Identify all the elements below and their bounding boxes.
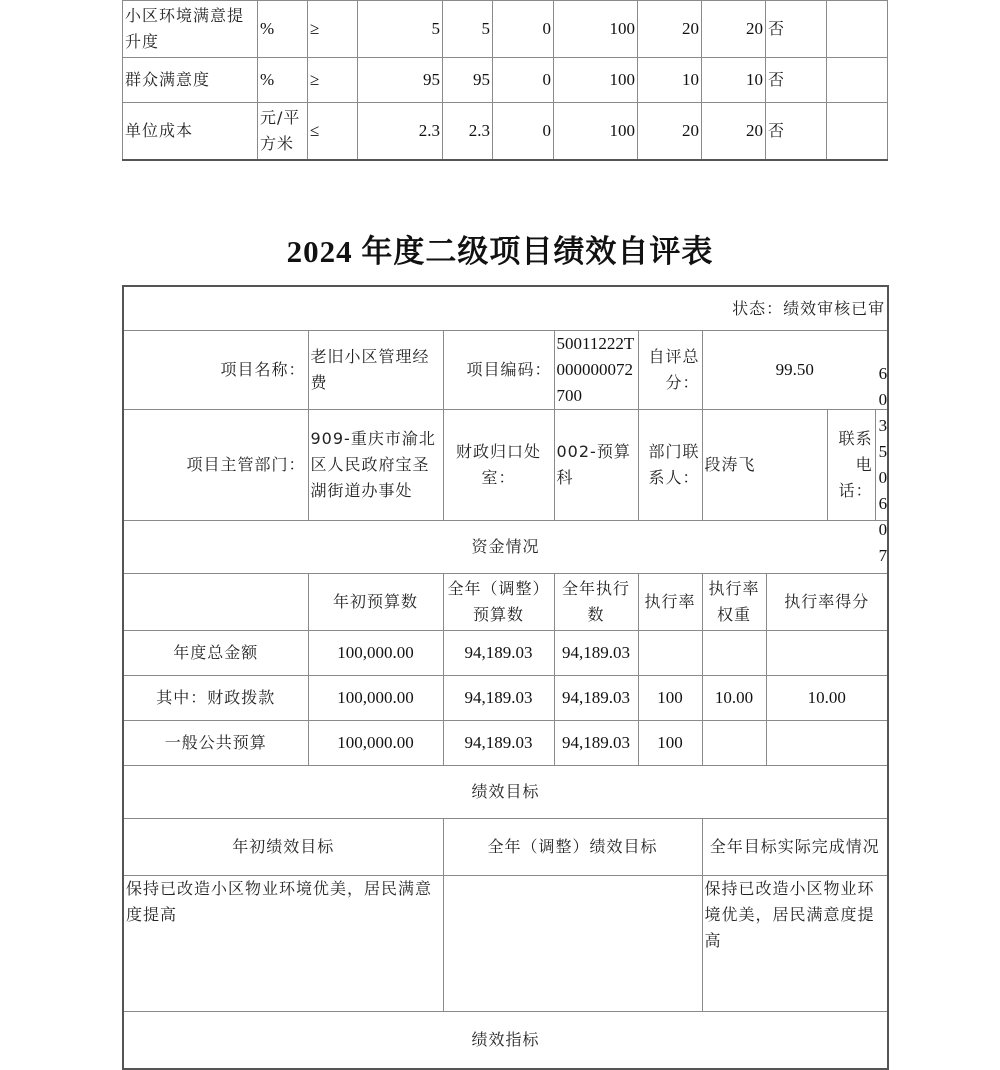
finance-office-value: 002-预算科 bbox=[554, 410, 638, 521]
funds-header: 全年执行数 bbox=[554, 574, 638, 631]
indicator-value: 20 bbox=[638, 1, 702, 58]
indicators-section-title: 绩效指标 bbox=[123, 1012, 888, 1070]
funds-header-row bbox=[123, 574, 888, 631]
indicator-unit: % bbox=[258, 1, 308, 58]
project-code-value: 50011222T000000072700 bbox=[554, 331, 638, 410]
funds-header: 年初预算数 bbox=[308, 574, 443, 631]
status-row bbox=[123, 286, 888, 331]
indicator-value: 2.3 bbox=[358, 103, 443, 161]
indicator-value: 20 bbox=[638, 103, 702, 161]
funds-section-header bbox=[123, 521, 888, 574]
goals-header: 全年目标实际完成情况 bbox=[702, 819, 888, 876]
indicators-section-header bbox=[123, 1012, 888, 1070]
indicator-name: 群众满意度 bbox=[123, 58, 258, 103]
indicator-value: 0 bbox=[493, 58, 554, 103]
indicator-operator: ≥ bbox=[308, 1, 358, 58]
funds-row-label: 其中：财政拨款 bbox=[123, 676, 308, 721]
initial-goal-text: 保持已改造小区物业环境优美，居民满意度提高 bbox=[123, 876, 443, 1012]
contact-value: 段涛飞 bbox=[702, 410, 827, 521]
actual-completion-text: 保持已改造小区物业环境优美，居民满意度提高 bbox=[702, 876, 888, 1012]
indicator-value: 20 bbox=[702, 1, 766, 58]
indicator-value: 20 bbox=[702, 103, 766, 161]
goals-header: 全年（调整）绩效目标 bbox=[443, 819, 702, 876]
indicator-value: 5 bbox=[358, 1, 443, 58]
funds-row-label: 年度总金额 bbox=[123, 631, 308, 676]
indicator-row bbox=[123, 103, 888, 161]
indicator-unit: % bbox=[258, 58, 308, 103]
funds-adjusted: 94,189.03 bbox=[443, 721, 554, 766]
funds-initial: 100,000.00 bbox=[308, 676, 443, 721]
funds-header: 全年（调整）预算数 bbox=[443, 574, 554, 631]
department-label: 项目主管部门： bbox=[123, 410, 308, 521]
funds-score bbox=[766, 721, 888, 766]
self-score-label: 自评总分： bbox=[638, 331, 702, 410]
funds-rate: 100 bbox=[638, 721, 702, 766]
indicator-value: 10 bbox=[702, 58, 766, 103]
indicator-row bbox=[123, 58, 888, 103]
funds-executed: 94,189.03 bbox=[554, 631, 638, 676]
project-name-value: 老旧小区管理经费 bbox=[308, 331, 443, 410]
funds-adjusted: 94,189.03 bbox=[443, 676, 554, 721]
indicator-row bbox=[123, 1, 888, 58]
project-code-label: 项目编码： bbox=[443, 331, 554, 410]
funds-section-title: 资金情况 bbox=[123, 521, 888, 574]
indicator-value: 2.3 bbox=[443, 103, 493, 161]
funds-score: 10.00 bbox=[766, 676, 888, 721]
indicator-extra bbox=[827, 103, 888, 161]
indicator-unit: 元/平方米 bbox=[258, 103, 308, 161]
funds-rate bbox=[638, 631, 702, 676]
indicator-operator: ≤ bbox=[308, 103, 358, 161]
funds-rate: 100 bbox=[638, 676, 702, 721]
goals-section-header bbox=[123, 766, 888, 819]
funds-header: 执行率 bbox=[638, 574, 702, 631]
funds-adjusted: 94,189.03 bbox=[443, 631, 554, 676]
goals-section-title: 绩效目标 bbox=[123, 766, 888, 819]
funds-header: 执行率得分 bbox=[766, 574, 888, 631]
funds-row-label: 一般公共预算 bbox=[123, 721, 308, 766]
indicator-operator: ≥ bbox=[308, 58, 358, 103]
goals-content-row bbox=[123, 876, 888, 1012]
indicator-flag: 否 bbox=[766, 1, 827, 58]
indicator-value: 100 bbox=[554, 1, 638, 58]
goals-header: 年初绩效目标 bbox=[123, 819, 443, 876]
self-score-value: 99.50 bbox=[702, 331, 888, 410]
indicator-value: 100 bbox=[554, 58, 638, 103]
indicator-name: 单位成本 bbox=[123, 103, 258, 161]
phone-cell bbox=[827, 364, 888, 565]
indicator-value: 95 bbox=[443, 58, 493, 103]
self-evaluation-table bbox=[122, 285, 889, 1070]
finance-office-label: 财政归口处室： bbox=[443, 410, 554, 521]
funds-row bbox=[123, 676, 888, 721]
indicator-extra bbox=[827, 58, 888, 103]
funds-header: 执行率权重 bbox=[702, 574, 766, 631]
funds-score bbox=[766, 631, 888, 676]
phone-value: 60350607 bbox=[878, 364, 888, 565]
indicator-value: 95 bbox=[358, 58, 443, 103]
adjusted-goal-text bbox=[443, 876, 702, 1012]
funds-weight bbox=[702, 721, 766, 766]
status-badge: 状态：绩效审核已审 bbox=[123, 286, 888, 331]
project-info-row bbox=[123, 331, 888, 410]
funds-header bbox=[123, 574, 308, 631]
funds-weight bbox=[702, 631, 766, 676]
funds-executed: 94,189.03 bbox=[554, 721, 638, 766]
project-name-label: 项目名称： bbox=[123, 331, 308, 410]
department-value: 909-重庆市渝北区人民政府宝圣湖街道办事处 bbox=[308, 410, 443, 521]
indicator-flag: 否 bbox=[766, 58, 827, 103]
phone-label: 联系电话： bbox=[828, 410, 876, 520]
funds-row bbox=[123, 631, 888, 676]
page-title: 2024 年度二级项目绩效自评表 bbox=[286, 234, 714, 269]
indicator-extra bbox=[827, 1, 888, 58]
goals-header-row bbox=[123, 819, 888, 876]
funds-row bbox=[123, 721, 888, 766]
indicator-value: 5 bbox=[443, 1, 493, 58]
department-row bbox=[123, 410, 888, 521]
indicator-value: 100 bbox=[554, 103, 638, 161]
indicator-name: 小区环境满意提升度 bbox=[123, 1, 258, 58]
funds-initial: 100,000.00 bbox=[308, 631, 443, 676]
funds-executed: 94,189.03 bbox=[554, 676, 638, 721]
indicator-value: 0 bbox=[493, 1, 554, 58]
indicator-value: 0 bbox=[493, 103, 554, 161]
indicator-value: 10 bbox=[638, 58, 702, 103]
contact-label: 部门联系人： bbox=[638, 410, 702, 521]
funds-initial: 100,000.00 bbox=[308, 721, 443, 766]
previous-indicators-table bbox=[122, 0, 888, 161]
funds-weight: 10.00 bbox=[702, 676, 766, 721]
indicator-flag: 否 bbox=[766, 103, 827, 161]
